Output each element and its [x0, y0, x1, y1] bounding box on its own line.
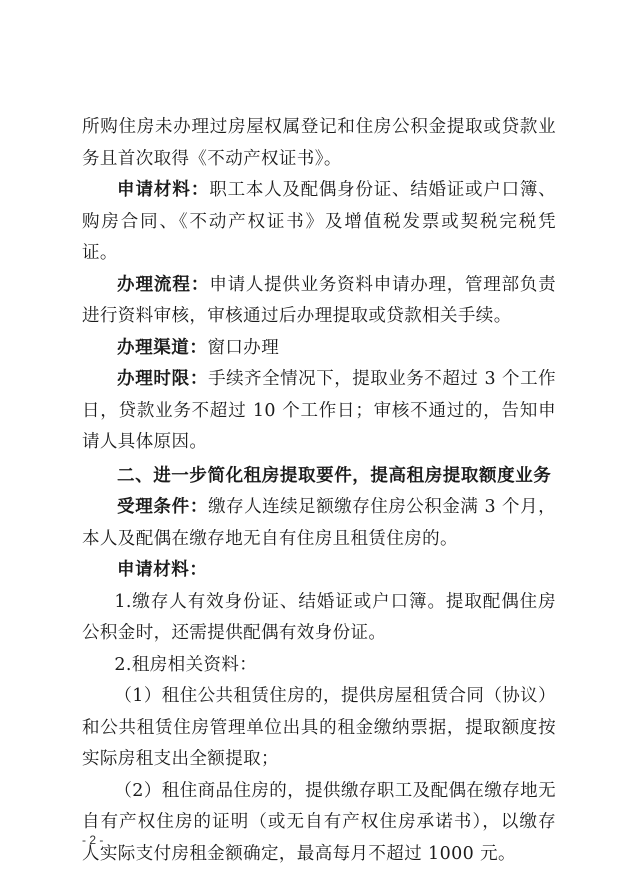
text-acceptance-condition: 缴存人连续足额缴存住房公积金满 3 个月，本人及配偶在缴存地无自有住房且租赁住房的。	[82, 497, 556, 549]
paragraph-purchase-condition: 所购住房未办理过房屋权属登记和住房公积金提取或贷款业务且首次取得《不动产权证书》。	[82, 117, 556, 169]
text-application-materials: 职工本人及配偶身份证、结婚证或户口簿、购房合同、《不动产权证书》及增值税发票或契税完税凭证。	[82, 180, 556, 263]
label-application-materials-2: 申请材料：	[117, 560, 208, 580]
text-channel: 窗口办理	[207, 337, 280, 358]
section-heading-2: 二、进一步简化租房提取要件，提高租房提取额度业务	[117, 465, 552, 486]
paragraph-subitem-1: （1）租住公共租赁住房的，提供房屋租赁合同（协议）和公共租赁住房管理单位出具的租金缴纳票据，提取额度按实际房租支出全额提取；	[82, 686, 556, 769]
paragraph-item-2: 2.租房相关资料：	[114, 654, 258, 675]
document-body	[82, 112, 556, 870]
label-channel: 办理渠道：	[117, 337, 208, 358]
paragraph-application-materials	[82, 175, 556, 270]
paragraph-acceptance-condition	[82, 492, 556, 555]
label-acceptance-condition: 受理条件：	[117, 497, 209, 517]
label-process: 办理流程：	[117, 274, 210, 295]
label-time-limit: 办理时限：	[117, 369, 209, 389]
paragraph-channel	[82, 333, 556, 365]
text-time-limit: 手续齐全情况下，提取业务不超过 3 个工作日，贷款业务不超过 10 个工作日；审核不通过的，告知申请人具体原因。	[82, 369, 556, 452]
paragraph-application-materials-2	[82, 555, 556, 587]
label-application-materials: 申请材料：	[117, 180, 210, 200]
paragraph-subitem-2: （2）租住商品住房的，提供缴存职工及配偶在缴存地无自有产权住房的证明（或无自有产权住房承诺书），以缴存人实际支付房租金额确定，最高每月不超过 1000 元。	[82, 780, 556, 864]
text-process: 申请人提供业务资料申请办理，管理部负责进行资料审核，审核通过后办理提取或贷款相关手续。	[82, 274, 556, 326]
page-number: - 2 -	[82, 833, 104, 847]
paragraph-process	[82, 270, 556, 333]
paragraph-item-1: 1.缴存人有效身份证、结婚证或户口簿。提取配偶住房公积金时，还需提供配偶有效身份证。	[82, 591, 556, 643]
paragraph-time-limit	[82, 364, 556, 459]
